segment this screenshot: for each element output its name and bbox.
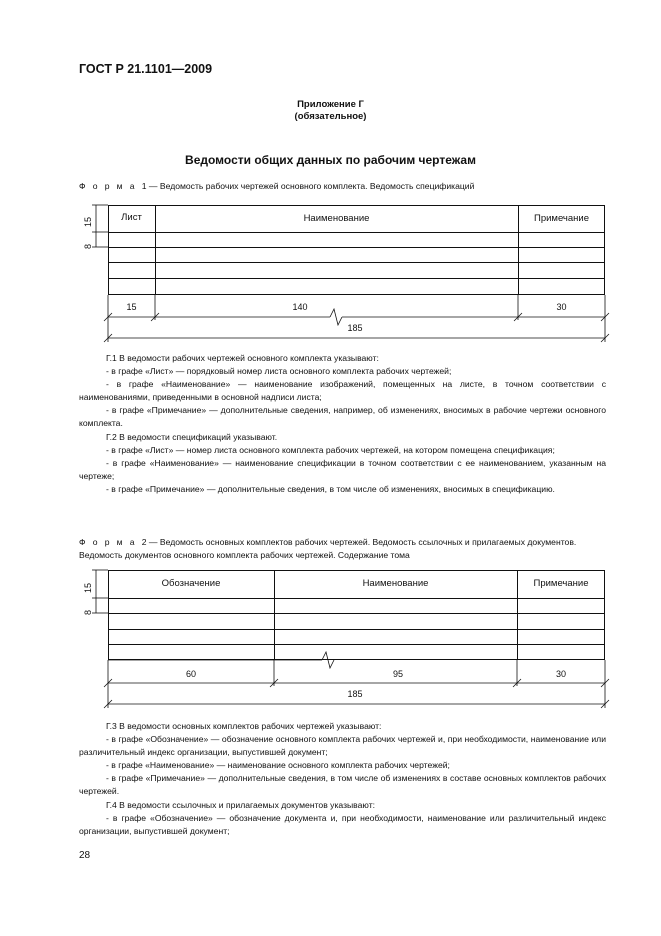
form1-height-row: 8 <box>83 243 93 249</box>
form1-header-note: Примечание <box>534 213 589 224</box>
form1-width-total: 185 <box>347 323 363 333</box>
form2-width-name: 95 <box>392 669 403 679</box>
form2-width-total: 185 <box>347 689 363 699</box>
document-code: ГОСТ Р 21.1101—2009 <box>79 62 213 76</box>
form1-header-sheet: Лист <box>121 212 142 223</box>
item-note: - в графе «Примечание» — дополнительные сведения, в том числе об изменениях в составе основных комплектов рабочих чертежей. <box>79 773 606 797</box>
form2-instructions <box>79 720 606 838</box>
form1-width-note: 30 <box>556 302 567 312</box>
form2-header-designation: Обозначение <box>161 578 221 589</box>
item-name: - в графе «Наименование» — наименование основного комплекта рабочих чертежей; <box>106 760 450 771</box>
form1-height-header: 15 <box>83 216 93 227</box>
form2-height-row: 8 <box>83 609 93 615</box>
item-sheet: - в графе «Лист» — порядковый номер листа основного комплекта рабочих чертежей; <box>106 366 452 377</box>
item-name: - в графе «Наименование» — наименование изображений, помещенных на листе, в точном соответствии с наименованиями, приведенными в основной надписи листа; <box>79 379 606 403</box>
item-note: - в графе «Примечание» — дополнительные сведения, например, об изменениях, вносимых в рабочие чертежи основного комплекта. <box>79 405 606 429</box>
form2-height-header: 15 <box>83 582 93 593</box>
form2-label: Ф о р м а <box>79 537 137 547</box>
form2-width-note: 30 <box>555 669 566 679</box>
form2-header-name: Наименование <box>362 578 429 589</box>
appendix-label: Приложение Г <box>297 99 364 110</box>
paragraph-g4: Г.4 В ведомости ссылочных и прилагаемых документов указывают: <box>106 799 376 810</box>
form1-header-name: Наименование <box>303 213 370 224</box>
paragraph-g3: Г.3 В ведомости основных комплектов рабочих чертежей указывают: <box>106 721 382 731</box>
item-name: - в графе «Наименование» — наименование спецификации в точном соответствии с ее наименованием, указанным на чертеже; <box>79 457 606 481</box>
form1-caption-text: 1 — Ведомость рабочих чертежей основного комплекта. Ведомость спецификаций <box>141 181 475 191</box>
appendix-status: (обязательное) <box>294 111 367 122</box>
paragraph-g1: Г.1 В ведомости рабочих чертежей основного комплекта указывают: <box>106 353 379 363</box>
form1-width-name: 140 <box>292 302 308 312</box>
form2-header-note: Примечание <box>533 578 589 589</box>
form2-caption-text: 2 — Ведомость основных комплектов рабочих чертежей. Ведомость ссылочных и прилагаемых документов. Ведомость документов основного комплекта рабочих чертежей. Содержание тома <box>79 537 577 560</box>
form2-width-designation: 60 <box>185 669 196 679</box>
paragraph-g2: Г.2 В ведомости спецификаций указывают. <box>106 431 278 442</box>
item-designation: - в графе «Обозначение» — обозначение документа и, при необходимости, наименование или различительный индекс организации, выпустившей документ; <box>79 812 606 836</box>
form1-width-sheet: 15 <box>126 302 137 312</box>
item-designation: - в графе «Обозначение» — обозначение основного комплекта рабочих чертежей и, при необходимости, наименование или различительный индекс организации, выпустившей документ; <box>79 734 606 758</box>
page-number: 28 <box>79 850 91 861</box>
item-note: - в графе «Примечание» — дополнительные сведения, в том числе об изменениях, вносимых в спецификацию. <box>106 483 555 494</box>
section-title: Ведомости общих данных по рабочим чертежам <box>185 153 476 167</box>
item-sheet: - в графе «Лист» — номер листа основного комплекта рабочих чертежей, на котором помещена спецификация; <box>106 444 555 455</box>
form1-label: Ф о р м а <box>79 181 137 191</box>
